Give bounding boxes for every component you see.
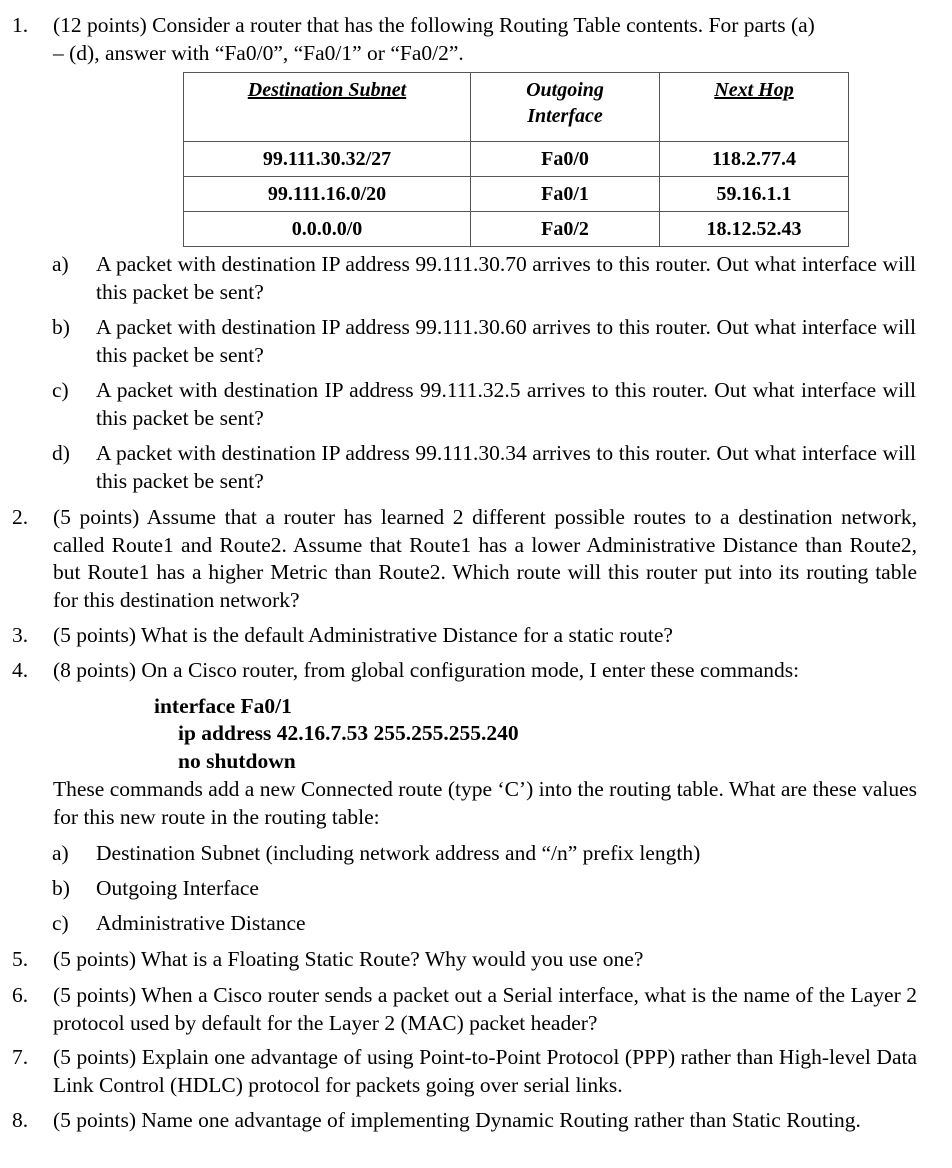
question-text: (5 points) What is the default Administrative Distance for a static route? bbox=[53, 623, 673, 647]
cell-destination: 99.111.30.32/27 bbox=[184, 142, 471, 177]
question-4-followup: These commands add a new Connected route (type ‘C’) into the routing table. What are these values for this new route in the routing table: bbox=[53, 777, 917, 829]
cell-next-hop: 59.16.1.1 bbox=[660, 177, 849, 212]
part-label: b) bbox=[52, 315, 70, 339]
table-row bbox=[184, 142, 849, 177]
command-line: interface Fa0/1 bbox=[154, 694, 292, 718]
part-text: A packet with destination IP address 99.111.30.34 arrives to this router. Out what interface will this packet be sent? bbox=[96, 441, 916, 493]
part-label: c) bbox=[52, 378, 69, 402]
table-header-row bbox=[184, 73, 849, 142]
header-outgoing-interface-label: Outgoing Interface bbox=[526, 79, 604, 127]
part-label: c) bbox=[52, 911, 69, 935]
cell-destination: 99.111.16.0/20 bbox=[184, 177, 471, 212]
table-row bbox=[184, 177, 849, 212]
question-text: (8 points) On a Cisco router, from global configuration mode, I enter these commands: bbox=[53, 658, 800, 682]
cell-interface: Fa0/0 bbox=[471, 142, 660, 177]
cell-interface: Fa0/2 bbox=[471, 212, 660, 247]
routing-table bbox=[183, 72, 849, 247]
cell-next-hop: 18.12.52.43 bbox=[660, 212, 849, 247]
question-text: (5 points) Assume that a router has learned 2 different possible routes to a destination network, called Route1 and Route2. Assume that Route1 has a lower Administrative Distance than Route2, but Route1 has a higher Metric than Route2. Which route will this router put into its routing table for this destination network? bbox=[53, 505, 917, 612]
part-text: Destination Subnet (including network address and “/n” prefix length) bbox=[96, 841, 701, 865]
header-outgoing-interface bbox=[471, 73, 660, 142]
part-label: b) bbox=[52, 876, 70, 900]
part-text: Administrative Distance bbox=[96, 911, 306, 935]
part-text: A packet with destination IP address 99.111.30.70 arrives to this router. Out what interface will this packet be sent? bbox=[96, 252, 916, 304]
question-number: 8. bbox=[12, 1108, 29, 1132]
question-number: 1. bbox=[12, 13, 29, 37]
cell-destination: 0.0.0.0/0 bbox=[184, 212, 471, 247]
part-label: a) bbox=[52, 252, 69, 276]
header-destination-subnet: Destination Subnet bbox=[184, 73, 471, 142]
question-number: 2. bbox=[12, 505, 29, 529]
header-next-hop: Next Hop bbox=[660, 73, 849, 142]
question-number: 3. bbox=[12, 623, 29, 647]
question-text: (5 points) When a Cisco router sends a packet out a Serial interface, what is the name of the Layer 2 protocol used by default for the Layer 2 (MAC) packet header? bbox=[53, 983, 917, 1035]
part-text: Outgoing Interface bbox=[96, 876, 259, 900]
cell-interface: Fa0/1 bbox=[471, 177, 660, 212]
question-text: (5 points) Name one advantage of implementing Dynamic Routing rather than Static Routing. bbox=[53, 1108, 861, 1132]
question-1-line-1: (12 points) Consider a router that has the following Routing Table contents. For parts (a) bbox=[53, 13, 815, 37]
part-text: A packet with destination IP address 99.111.32.5 arrives to this router. Out what interface will this packet be sent? bbox=[96, 378, 916, 430]
question-text: (5 points) Explain one advantage of using Point-to-Point Protocol (PPP) rather than High-level Data Link Control (HDLC) protocol for packets going over serial links. bbox=[53, 1045, 917, 1097]
question-number: 5. bbox=[12, 947, 29, 971]
question-text: (5 points) What is a Floating Static Route? Why would you use one? bbox=[53, 947, 644, 971]
question-number: 4. bbox=[12, 658, 29, 682]
question-number: 6. bbox=[12, 983, 29, 1007]
question-number: 7. bbox=[12, 1045, 29, 1069]
part-label: a) bbox=[52, 841, 69, 865]
command-line: no shutdown bbox=[178, 749, 296, 773]
cell-next-hop: 118.2.77.4 bbox=[660, 142, 849, 177]
command-line: ip address 42.16.7.53 255.255.255.240 bbox=[178, 721, 519, 745]
part-label: d) bbox=[52, 441, 70, 465]
part-text: A packet with destination IP address 99.111.30.60 arrives to this router. Out what interface will this packet be sent? bbox=[96, 315, 916, 367]
question-1-line-2: – (d), answer with “Fa0/0”, “Fa0/1” or “Fa0/2”. bbox=[53, 41, 464, 65]
table-row bbox=[184, 212, 849, 247]
